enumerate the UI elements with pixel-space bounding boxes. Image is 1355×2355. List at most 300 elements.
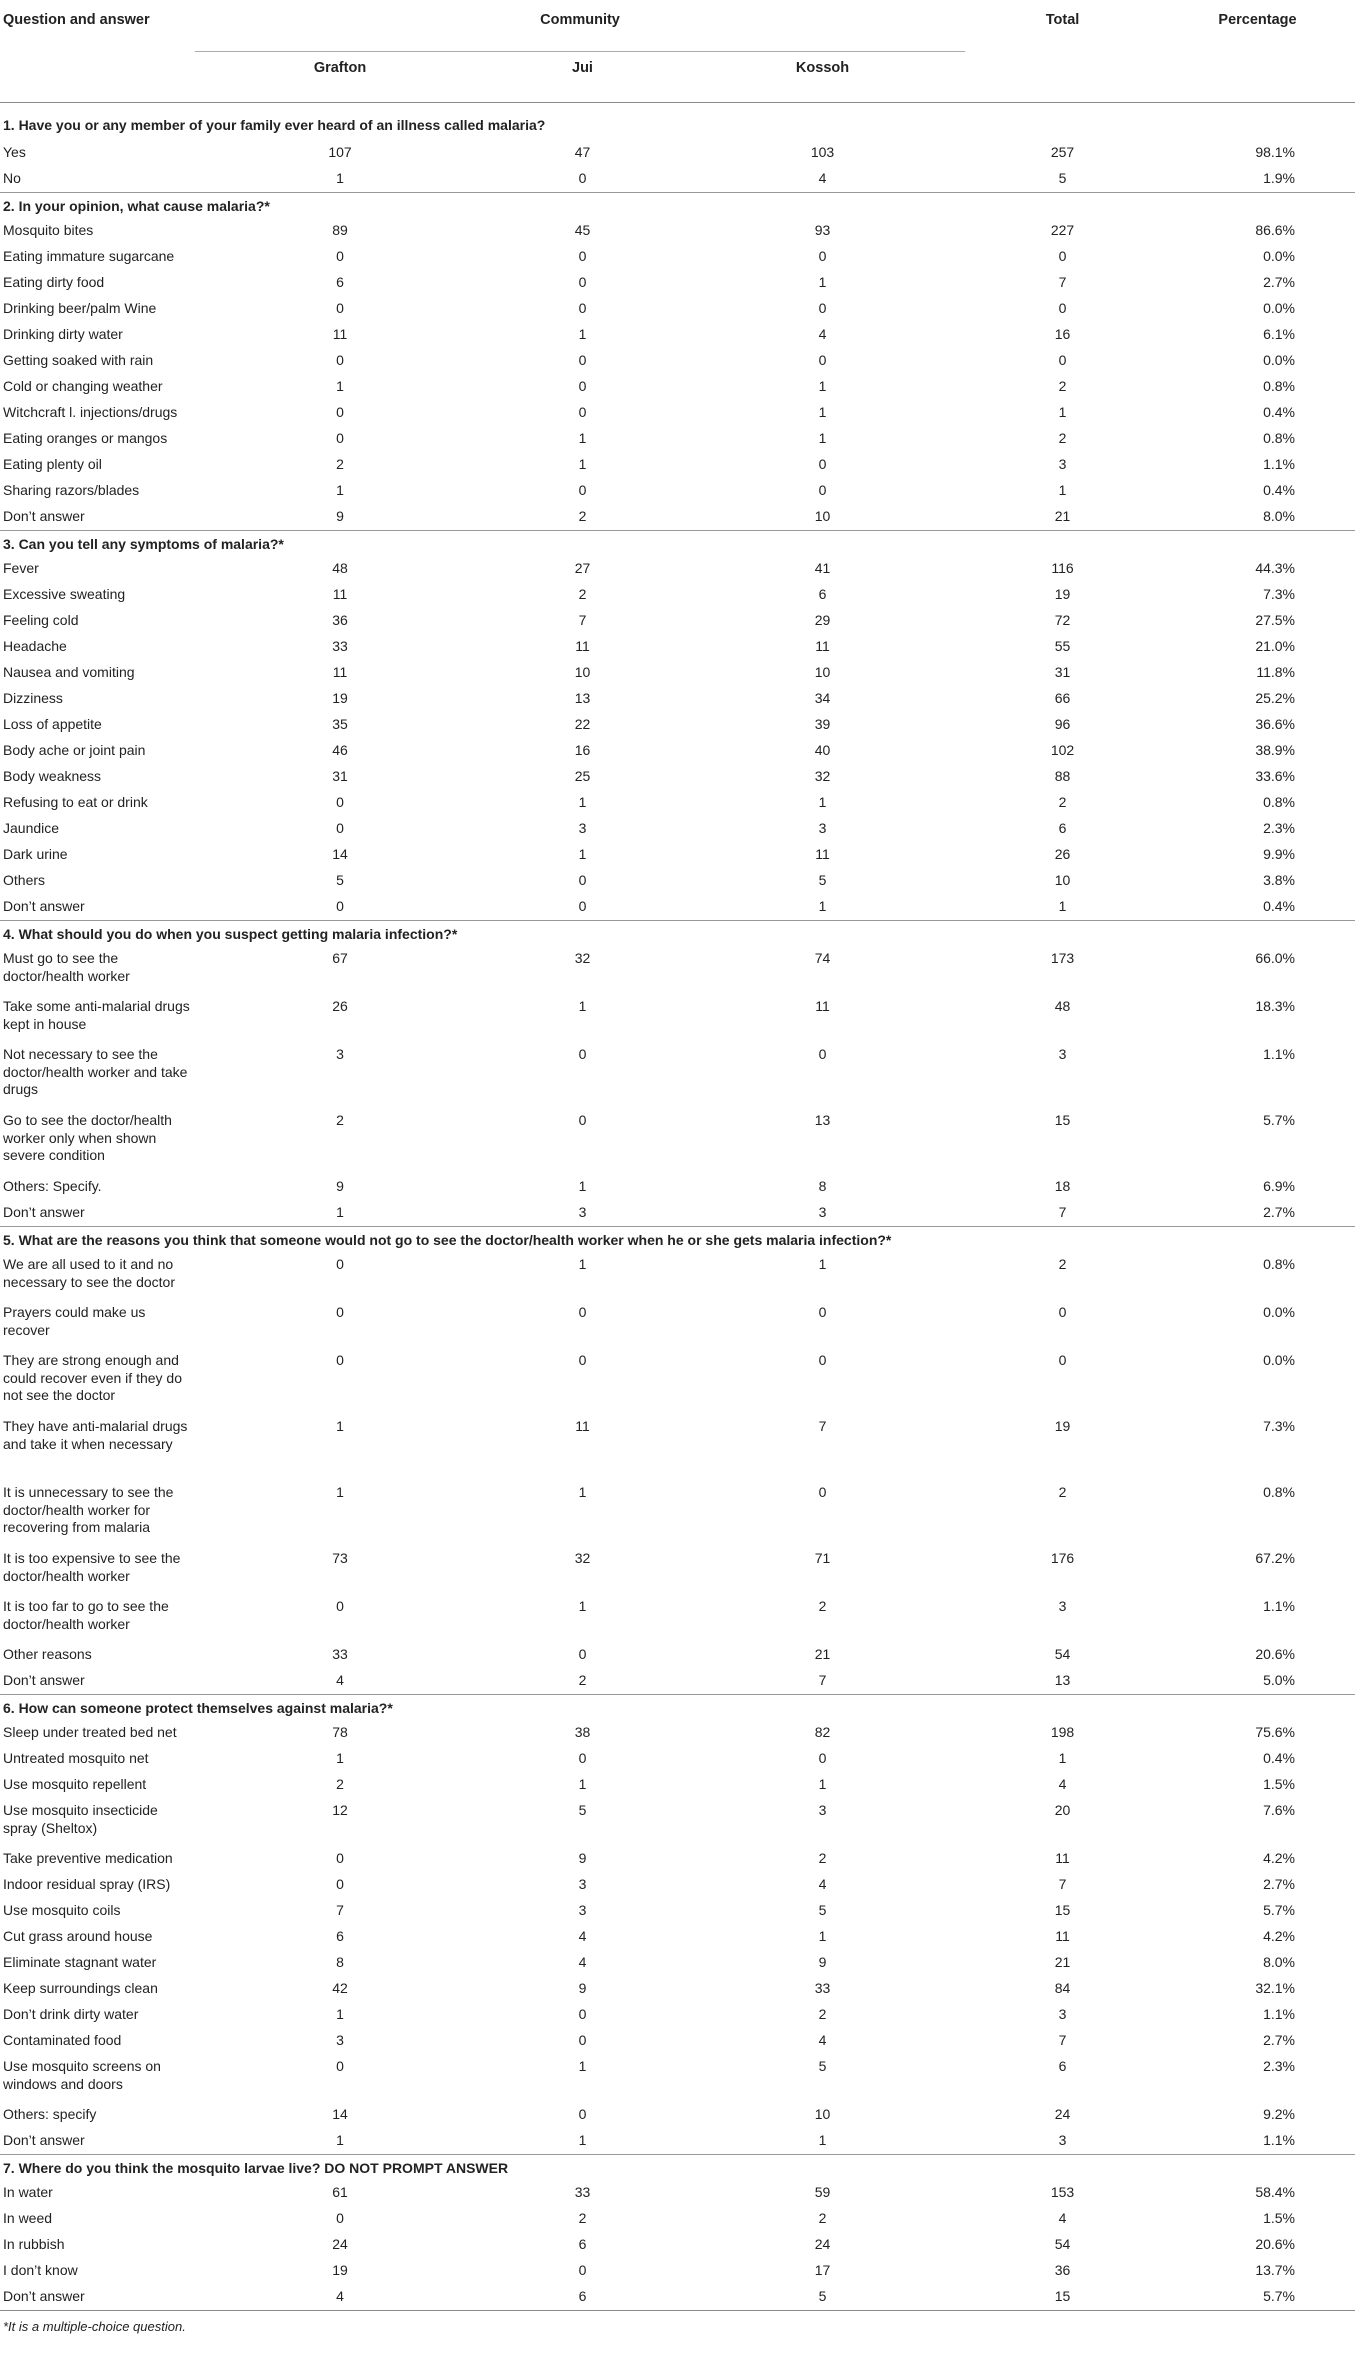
answer-row: [0, 2002, 1355, 2028]
cell-kossoh: 4: [818, 1876, 827, 1892]
cell-grafton: 24: [332, 2236, 348, 2252]
cell-jui: 3: [578, 1876, 587, 1892]
cell-total: 3: [1058, 1046, 1067, 1062]
cell-grafton: 6: [336, 1928, 344, 1944]
answer-row: [0, 478, 1355, 504]
cell-grafton: 1: [336, 1204, 344, 1220]
cell-grafton: 33: [332, 638, 348, 654]
answer-label: Take preventive medication: [3, 1850, 173, 1866]
cell-grafton: 1: [336, 170, 344, 186]
cell-kossoh: 7: [818, 1418, 827, 1434]
cell-grafton: 1: [336, 1750, 344, 1766]
cell-jui: 2: [578, 508, 587, 524]
cell-total: 4: [1058, 1776, 1067, 1792]
cell-total: 1: [1058, 482, 1067, 498]
cell-total: 2: [1058, 378, 1067, 394]
cell-grafton: 0: [336, 1352, 344, 1368]
cell-grafton: 35: [332, 716, 348, 732]
cell-jui: 1: [578, 1178, 587, 1194]
answer-label: Other reasons: [3, 1646, 92, 1662]
cell-total: 0: [1058, 1352, 1067, 1368]
cell-jui: 9: [578, 1980, 587, 1996]
answer-label: Headache: [3, 638, 67, 654]
cell-total: 15: [965, 2284, 1160, 2311]
answer-label: Fever: [3, 560, 39, 576]
cell-grafton: 0: [336, 404, 344, 420]
cell-percentage: 44.3%: [1255, 560, 1296, 576]
cell-percentage: 20.6%: [1255, 1646, 1296, 1662]
cell-total: 21: [1054, 508, 1071, 524]
question-text: 5. What are the reasons you think that someone would not go to see the doctor/health worker when he or she gets malaria infection?*: [0, 1227, 1355, 1253]
cell-total: 0: [1058, 352, 1067, 368]
answer-label: It is unnecessary to see the doctor/health worker for recovering from malaria: [3, 1484, 174, 1535]
header-question: Question and answer: [3, 12, 150, 28]
answer-row: [0, 2180, 1355, 2206]
cell-percentage: 66.0%: [1255, 950, 1296, 966]
cell-grafton: 46: [332, 742, 348, 758]
cell-jui: 0: [578, 248, 587, 264]
cell-total: 3: [1058, 2132, 1067, 2148]
cell-total: 72: [1054, 612, 1071, 628]
answer-row: [0, 2284, 1355, 2311]
cell-grafton: 0: [336, 898, 344, 914]
cell-grafton: 73: [332, 1550, 348, 1566]
cell-kossoh: 9: [818, 1954, 827, 1970]
cell-jui: 0: [578, 2262, 587, 2278]
answer-row: [0, 608, 1355, 634]
cell-kossoh: 3: [818, 1204, 827, 1220]
cell-kossoh: 103: [810, 144, 835, 160]
question-row: [0, 2155, 1355, 2181]
cell-grafton: 11: [332, 326, 348, 342]
cell-grafton: 3: [336, 1046, 344, 1062]
cell-kossoh: 34: [814, 690, 831, 706]
answer-row: [0, 2054, 1355, 2102]
cell-grafton: 0: [336, 1876, 344, 1892]
cell-kossoh: 40: [814, 742, 831, 758]
cell-grafton: 67: [332, 950, 348, 966]
answer-label: Don’t drink dirty water: [3, 2006, 139, 2022]
cell-percentage: 0.0%: [1263, 1304, 1296, 1320]
cell-kossoh: 41: [814, 560, 831, 576]
answer-label: Body weakness: [3, 768, 102, 784]
header-grafton: Grafton: [313, 60, 367, 76]
cell-total: 4: [1058, 2210, 1067, 2226]
answer-label: Cold or changing weather: [3, 378, 163, 394]
cell-grafton: 2: [336, 1776, 344, 1792]
cell-total: 257: [1050, 144, 1075, 160]
cell-grafton: 9: [336, 1178, 344, 1194]
answer-row: [0, 894, 1355, 921]
question-text: 7. Where do you think the mosquito larvae live? DO NOT PROMPT ANSWER: [0, 2155, 1355, 2181]
question-row: [0, 103, 1355, 141]
cell-total: 11: [1055, 1928, 1070, 1944]
cell-jui: 1: [578, 1776, 587, 1792]
cell-jui: 25: [574, 768, 591, 784]
answer-row: [0, 816, 1355, 842]
cell-grafton: 0: [336, 300, 344, 316]
cell-total: 3: [1058, 2006, 1067, 2022]
answer-row: [0, 218, 1355, 244]
cell-percentage: 21.0%: [1255, 638, 1296, 654]
cell-total: 0: [1058, 1304, 1067, 1320]
answer-row: [0, 1108, 1355, 1174]
cell-total: 13: [1054, 1672, 1071, 1688]
cell-kossoh: 21: [814, 1646, 831, 1662]
cell-total: 15: [1054, 1902, 1071, 1918]
cell-jui: 1: [578, 1484, 587, 1500]
cell-grafton: 26: [332, 998, 348, 1014]
answer-row: [0, 1668, 1355, 1695]
answer-row: [0, 712, 1355, 738]
cell-jui: 32: [574, 950, 591, 966]
cell-jui: 7: [578, 612, 587, 628]
cell-jui: 4: [578, 1954, 587, 1970]
answer-row: [0, 556, 1355, 582]
answer-label: Don’t answer: [3, 1204, 85, 1220]
cell-total: 7: [1058, 2032, 1067, 2048]
cell-total: 26: [1054, 846, 1071, 862]
answer-label: In rubbish: [3, 2236, 65, 2252]
cell-total: 153: [1050, 2184, 1075, 2200]
cell-grafton: 1: [336, 482, 344, 498]
cell-percentage: 1.1%: [1263, 456, 1296, 472]
cell-jui: 0: [578, 404, 587, 420]
cell-kossoh: 5: [818, 872, 827, 888]
answer-label: Don’t answer: [0, 2284, 195, 2311]
cell-total: 2: [1058, 1256, 1067, 1272]
cell-kossoh: 17: [814, 2262, 831, 2278]
answer-row: [0, 1252, 1355, 1300]
cell-grafton: 9: [336, 508, 344, 524]
cell-grafton: 0: [336, 248, 344, 264]
table-header: [0, 0, 1355, 103]
answer-row: [0, 244, 1355, 270]
answer-label: Loss of appetite: [3, 716, 102, 732]
cell-percentage: 0.8%: [1263, 1484, 1296, 1500]
cell-jui: 0: [578, 872, 587, 888]
answer-label: Nausea and vomiting: [3, 664, 135, 680]
cell-jui: 16: [574, 742, 591, 758]
cell-percentage: 0.4%: [1263, 482, 1296, 498]
answer-row: [0, 426, 1355, 452]
answer-row: [0, 166, 1355, 193]
cell-kossoh: 0: [818, 1484, 827, 1500]
cell-percentage: 0.0%: [1263, 352, 1296, 368]
answer-row: [0, 582, 1355, 608]
answer-label: Yes: [3, 144, 26, 160]
cell-grafton: 0: [336, 1304, 344, 1320]
answer-row: [0, 2206, 1355, 2232]
cell-grafton: 1: [336, 2006, 344, 2022]
cell-kossoh: 2: [818, 1850, 827, 1866]
answer-row: [0, 1924, 1355, 1950]
answer-label: Don’t answer: [3, 508, 85, 524]
cell-percentage: 0.0%: [1263, 300, 1296, 316]
cell-jui: 11: [575, 1418, 590, 1434]
cell-grafton: 6: [336, 274, 344, 290]
cell-total: 36: [1054, 2262, 1071, 2278]
question-text: 4. What should you do when you suspect getting malaria infection?*: [0, 921, 1355, 947]
cell-kossoh: 11: [815, 998, 830, 1014]
answer-label: Drinking dirty water: [3, 326, 123, 342]
answer-label: Eliminate stagnant water: [3, 1954, 157, 1970]
cell-kossoh: 0: [818, 248, 827, 264]
cell-grafton: 11: [332, 664, 348, 680]
cell-kossoh: 2: [818, 2210, 827, 2226]
cell-jui: 1: [578, 998, 587, 1014]
cell-kossoh: 10: [814, 508, 831, 524]
cell-jui: 0: [578, 1646, 587, 1662]
answer-label: Others: specify: [3, 2106, 97, 2122]
answer-row: [0, 2128, 1355, 2155]
answer-row: [0, 842, 1355, 868]
answer-label: Dark urine: [3, 846, 68, 862]
answer-row: [0, 504, 1355, 531]
answer-row: [0, 348, 1355, 374]
answer-label: Eating plenty oil: [3, 456, 102, 472]
cell-total: 15: [1054, 1112, 1071, 1128]
cell-total: 31: [1054, 664, 1071, 680]
cell-kossoh: 6: [818, 586, 827, 602]
cell-jui: 0: [578, 300, 587, 316]
cell-grafton: 0: [336, 1850, 344, 1866]
cell-percentage: 5.7%: [1160, 2284, 1355, 2311]
answer-label: Contaminated food: [3, 2032, 122, 2048]
cell-jui: 0: [578, 1750, 587, 1766]
answer-row: [0, 2232, 1355, 2258]
cell-total: 7: [1058, 1204, 1067, 1220]
cell-jui: 1: [578, 794, 587, 810]
cell-jui: 1: [578, 2058, 587, 2074]
cell-kossoh: 0: [818, 1750, 827, 1766]
cell-kossoh: 5: [818, 1902, 827, 1918]
cell-total: 1: [1058, 1750, 1067, 1766]
answer-row: [0, 2028, 1355, 2054]
answer-row: [0, 868, 1355, 894]
cell-total: 1: [1058, 404, 1067, 420]
answer-label: Eating immature sugarcane: [3, 248, 175, 264]
question-text: 6. How can someone protect themselves against malaria?*: [0, 1695, 1355, 1721]
cell-percentage: 7.6%: [1263, 1802, 1296, 1818]
cell-jui: 2: [578, 1672, 587, 1688]
answer-label: Don’t answer: [3, 1672, 85, 1688]
question-text: 1. Have you or any member of your family ever heard of an illness called malaria?: [3, 116, 546, 133]
cell-grafton: 33: [332, 1646, 348, 1662]
cell-jui: 0: [578, 898, 587, 914]
cell-jui: 2: [578, 2210, 587, 2226]
cell-jui: 33: [574, 2184, 591, 2200]
answer-row: [0, 296, 1355, 322]
cell-total: 10: [1054, 872, 1071, 888]
cell-grafton: 14: [332, 846, 348, 862]
cell-total: 0: [1058, 300, 1067, 316]
cell-grafton: 7: [336, 1902, 344, 1918]
answer-row: [0, 1546, 1355, 1594]
cell-jui: 32: [574, 1550, 591, 1566]
cell-percentage: 0.4%: [1263, 898, 1296, 914]
cell-percentage: 18.3%: [1255, 998, 1296, 1014]
cell-jui: 0: [578, 378, 587, 394]
cell-kossoh: 4: [818, 326, 827, 342]
answer-row: [0, 1872, 1355, 1898]
cell-total: 54: [1054, 1646, 1071, 1662]
question-row: [0, 921, 1355, 947]
cell-jui: 0: [578, 1352, 587, 1368]
cell-kossoh: 1: [818, 430, 827, 446]
cell-grafton: 2: [336, 1112, 344, 1128]
cell-percentage: 1.1%: [1263, 2006, 1296, 2022]
answer-row: [0, 1950, 1355, 1976]
cell-total: 3: [1058, 456, 1067, 472]
answer-label: Don’t answer: [3, 898, 85, 914]
cell-percentage: 5.0%: [1263, 1672, 1296, 1688]
cell-kossoh: 0: [818, 300, 827, 316]
cell-grafton: 31: [332, 768, 348, 784]
cell-jui: 1: [578, 326, 587, 342]
cell-percentage: 0.0%: [1263, 248, 1296, 264]
cell-kossoh: 0: [818, 482, 827, 498]
cell-percentage: 75.6%: [1255, 1724, 1296, 1740]
cell-jui: 0: [578, 2106, 587, 2122]
cell-kossoh: 32: [814, 768, 831, 784]
cell-kossoh: 2: [818, 2006, 827, 2022]
header-percentage: Percentage: [1218, 12, 1297, 28]
cell-grafton: 61: [332, 2184, 348, 2200]
cell-grafton: 0: [336, 1256, 344, 1272]
cell-total: 24: [1054, 2106, 1071, 2122]
answer-row: [0, 452, 1355, 478]
cell-grafton: 1: [336, 1418, 344, 1434]
cell-jui: 0: [578, 1046, 587, 1062]
answer-row: [0, 660, 1355, 686]
cell-kossoh: 2: [818, 1598, 827, 1614]
cell-kossoh: 82: [814, 1724, 831, 1740]
cell-kossoh: 10: [814, 2106, 831, 2122]
answer-label: Feeling cold: [3, 612, 79, 628]
cell-kossoh: 1: [818, 1928, 827, 1944]
cell-grafton: 107: [328, 144, 352, 160]
cell-grafton: 5: [336, 872, 344, 888]
answer-label: Jaundice: [3, 820, 60, 836]
cell-kossoh: 93: [814, 222, 831, 238]
answer-label: We are all used to it and no necessary to see the doctor: [3, 1256, 175, 1290]
answer-row: [0, 1414, 1355, 1480]
answer-row: [0, 1772, 1355, 1798]
cell-total: 19: [1054, 586, 1071, 602]
cell-total: 55: [1054, 638, 1071, 654]
cell-percentage: 9.2%: [1263, 2106, 1296, 2122]
cell-jui: 27: [574, 560, 591, 576]
cell-jui: 4: [578, 1928, 587, 1944]
cell-jui: 13: [574, 690, 591, 706]
cell-kossoh: 1: [818, 794, 827, 810]
cell-jui: 3: [578, 820, 587, 836]
cell-percentage: 11.8%: [1256, 664, 1296, 680]
answer-label: Eating dirty food: [3, 274, 105, 290]
cell-percentage: 58.4%: [1255, 2184, 1296, 2200]
cell-percentage: 1.5%: [1263, 2210, 1296, 2226]
answer-row: [0, 322, 1355, 348]
cell-kossoh: 1: [818, 1776, 827, 1792]
cell-total: 5: [1058, 170, 1067, 186]
cell-jui: 1: [578, 846, 587, 862]
cell-kossoh: 1: [818, 898, 827, 914]
cell-grafton: 2: [336, 456, 344, 472]
cell-grafton: 4: [195, 2284, 485, 2311]
cell-percentage: 0.4%: [1263, 1750, 1296, 1766]
cell-percentage: 2.7%: [1263, 1876, 1296, 1892]
cell-total: 88: [1054, 768, 1071, 784]
cell-jui: 0: [578, 170, 587, 186]
cell-jui: 0: [578, 2006, 587, 2022]
cell-kossoh: 11: [815, 846, 830, 862]
answer-label: Use mosquito repellent: [3, 1776, 147, 1792]
cell-grafton: 4: [336, 1672, 344, 1688]
cell-total: 19: [1054, 1418, 1071, 1434]
cell-percentage: 1.5%: [1263, 1776, 1296, 1792]
answer-label: Getting soaked with rain: [3, 352, 154, 368]
answer-row: [0, 686, 1355, 712]
answer-row: [0, 1300, 1355, 1348]
cell-percentage: 0.8%: [1263, 1256, 1296, 1272]
cell-total: 54: [1054, 2236, 1071, 2252]
answer-label: Cut grass around house: [3, 1928, 153, 1944]
question-row: [0, 1695, 1355, 1721]
answer-label: Excessive sweating: [3, 586, 126, 602]
cell-percentage: 20.6%: [1255, 2236, 1296, 2252]
cell-jui: 1: [578, 456, 587, 472]
cell-jui: 0: [578, 352, 587, 368]
cell-percentage: 5.7%: [1263, 1112, 1296, 1128]
answer-label: Others: Specify.: [3, 1178, 102, 1194]
cell-kossoh: 11: [815, 638, 830, 654]
cell-jui: 2: [578, 586, 587, 602]
cell-grafton: 14: [332, 2106, 348, 2122]
cell-total: 48: [1054, 998, 1071, 1014]
answer-row: [0, 1348, 1355, 1414]
cell-kossoh: 74: [814, 950, 831, 966]
cell-total: 6: [1058, 2058, 1067, 2074]
answer-row: [0, 790, 1355, 816]
cell-percentage: 2.3%: [1263, 820, 1296, 836]
cell-jui: 1: [578, 2132, 587, 2148]
cell-total: 66: [1054, 690, 1071, 706]
answer-label: It is too expensive to see the doctor/health worker: [3, 1550, 181, 1584]
cell-grafton: 3: [336, 2032, 344, 2048]
header-community: Community: [195, 0, 965, 52]
cell-kossoh: 13: [814, 1112, 831, 1128]
question-text: 2. In your opinion, what cause malaria?*: [0, 193, 1355, 219]
cell-percentage: 38.9%: [1255, 742, 1296, 758]
answer-row: [0, 764, 1355, 790]
cell-kossoh: 59: [814, 2184, 831, 2200]
cell-total: 7: [1058, 274, 1067, 290]
cell-grafton: 8: [336, 1954, 344, 1970]
cell-jui: 1: [578, 1256, 587, 1272]
cell-kossoh: 0: [818, 1046, 827, 1062]
cell-jui: 47: [574, 144, 591, 160]
question-row: [0, 193, 1355, 219]
cell-grafton: 0: [336, 820, 344, 836]
cell-jui: 0: [578, 482, 587, 498]
footnote: *It is a multiple-choice question.: [3, 2319, 186, 2334]
question-row: [0, 1227, 1355, 1253]
cell-grafton: 0: [336, 352, 344, 368]
answer-row: [0, 270, 1355, 296]
answer-row: [0, 1480, 1355, 1546]
cell-jui: 0: [578, 2032, 587, 2048]
